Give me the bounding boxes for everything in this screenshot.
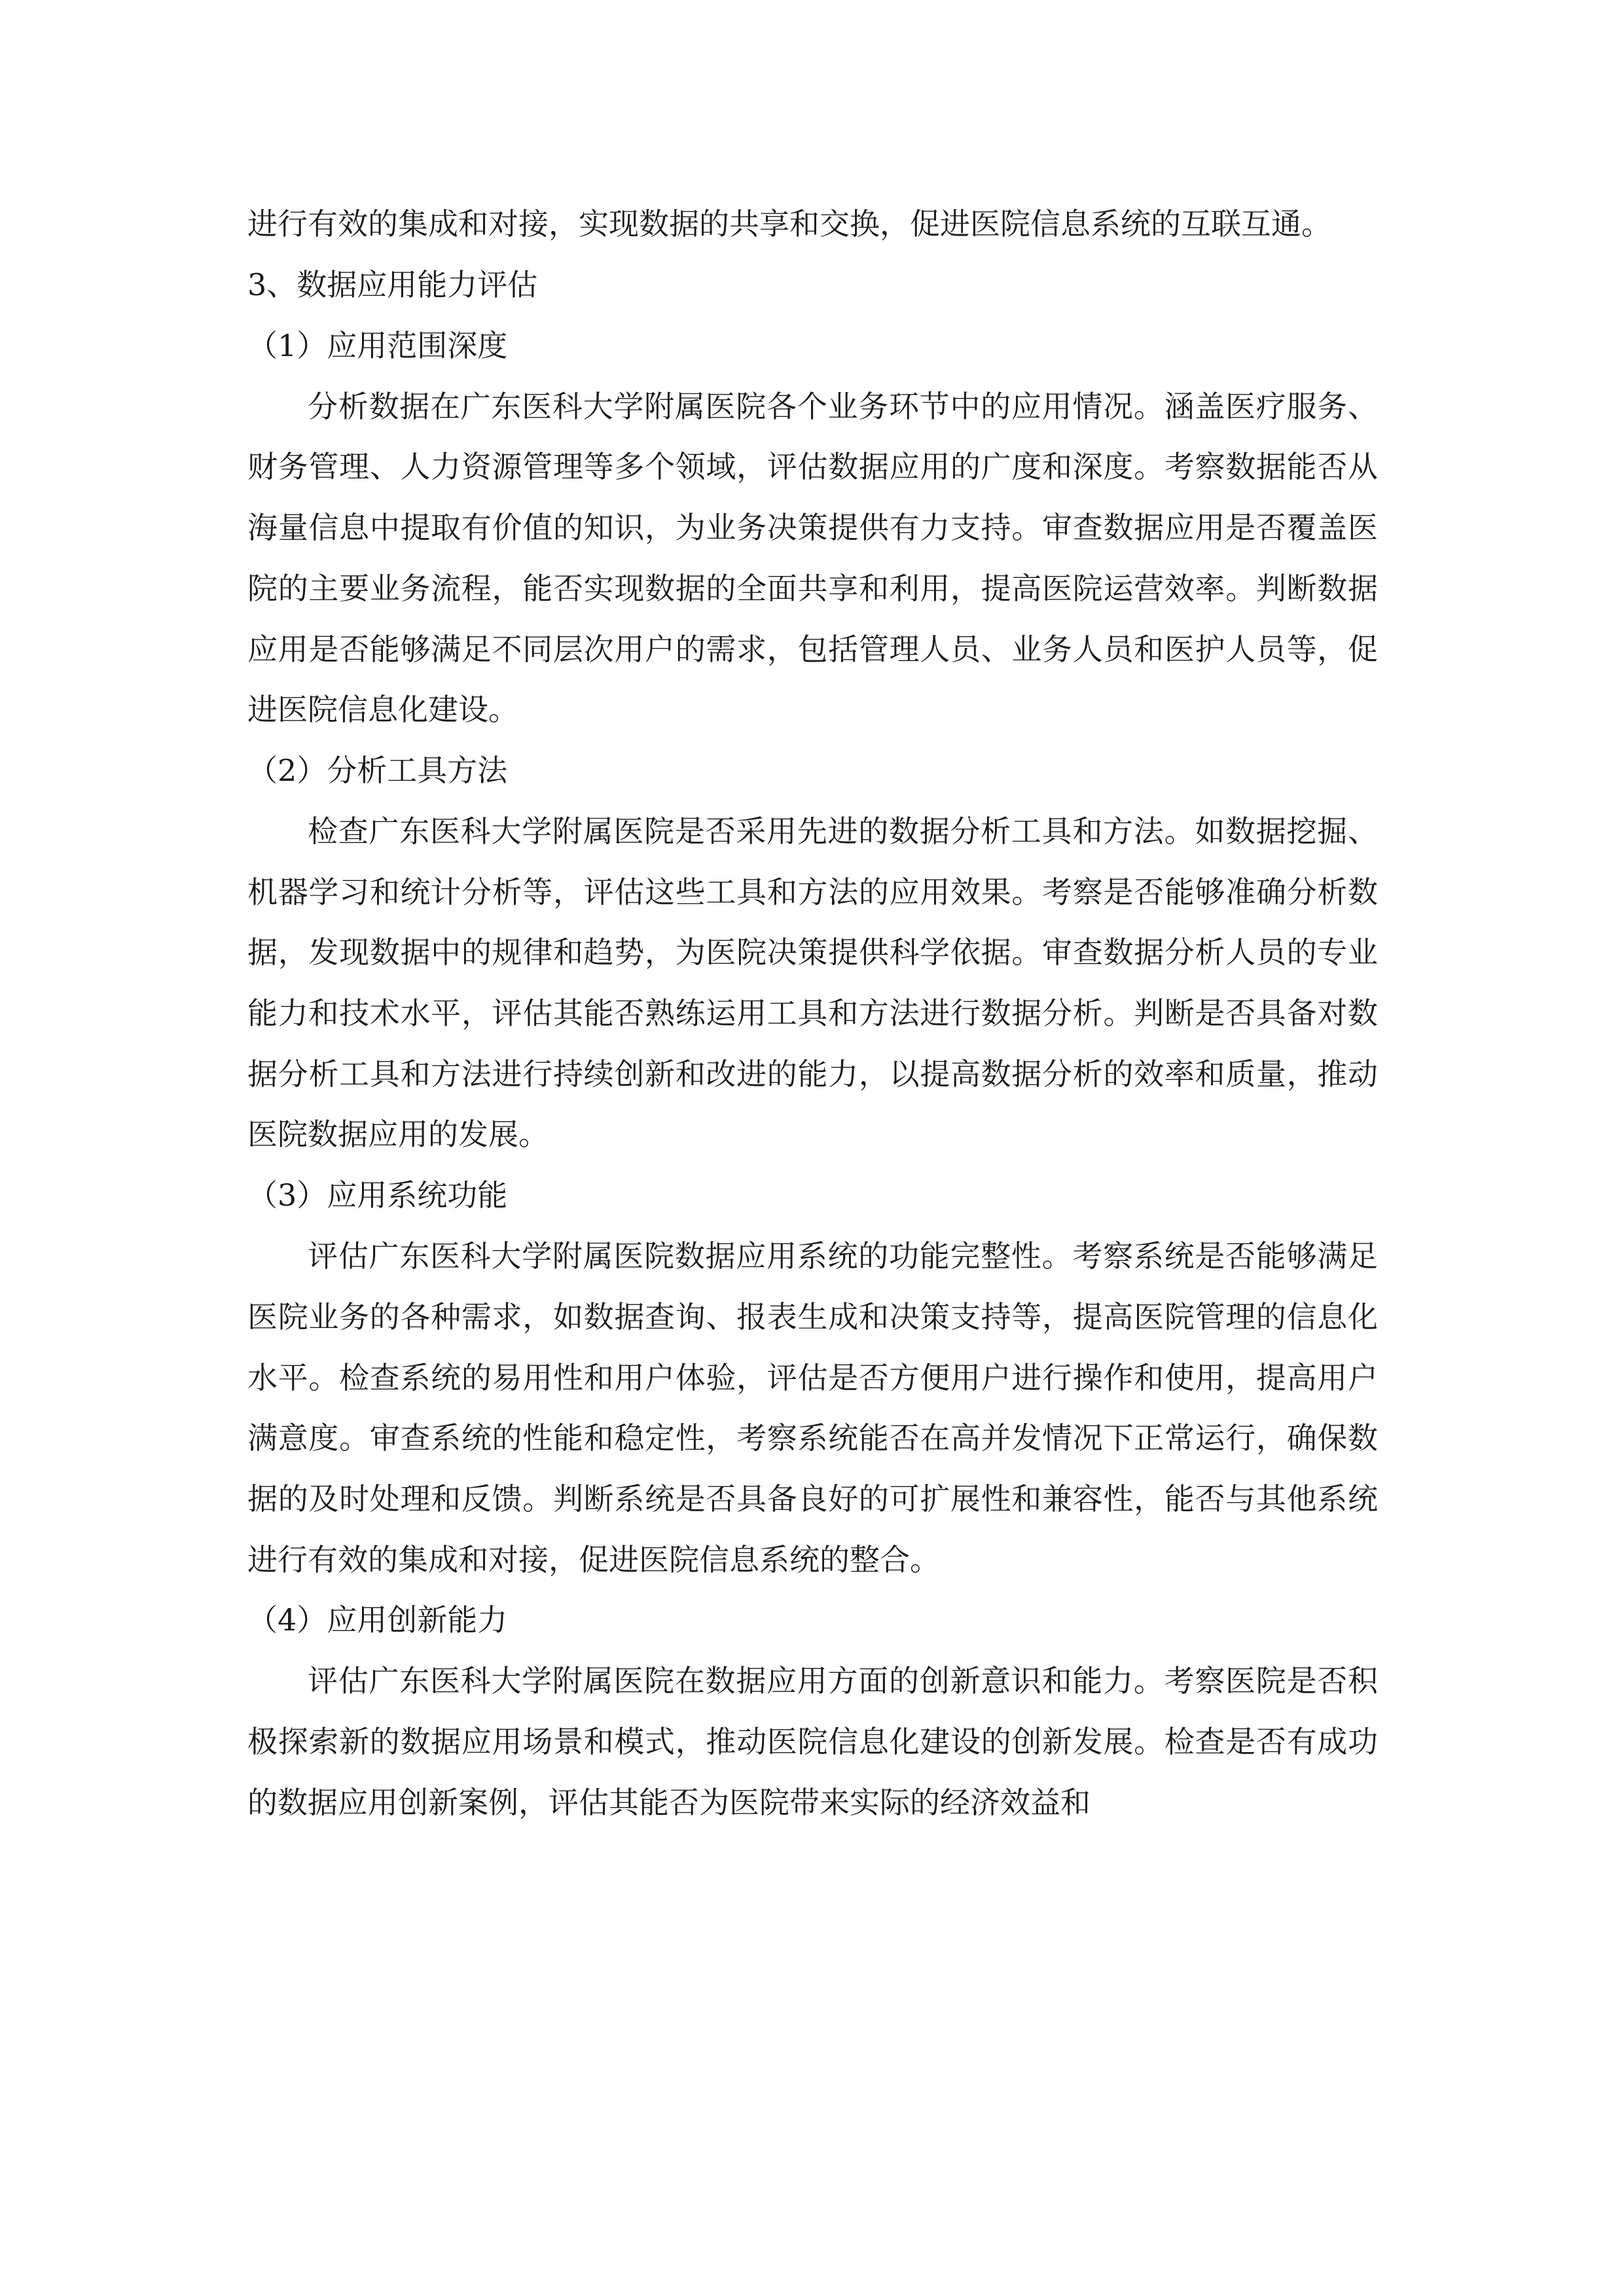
subsection-2-heading: （2）分析工具方法 [247, 752, 508, 788]
subsection-3-body: 评估广东医科大学附属医院数据应用系统的功能完整性。考察系统是否能够满足医院业务的各种需求，如数据查询、报表生成和决策支持等，提高医院管理的信息化水平。检查系统的易用性和用户体验，评估是否方便用户进行操作和使用，提高用户满意度。审查系统的性能和稳定性，考察系统能否在高并发情况下正常运行，确保数据的及时处理和反馈。判断系统是否具备良好的可扩展性和兼容性，能否与其他系统进行有效的集成和对接，促进医院信息系统的整合。 [247, 1238, 1378, 1577]
section-heading: 3、数据应用能力评估 [247, 266, 538, 302]
intro-paragraph: 进行有效的集成和对接，实现数据的共享和交换，促进医院信息系统的互联互通。 [247, 206, 1331, 242]
subsection-1-body: 分析数据在广东医科大学附属医院各个业务环节中的应用情况。涵盖医疗服务、财务管理、人力资源管理等多个领域，评估数据应用的广度和深度。考察数据能否从海量信息中提取有价值的知识，为业务决策提供有力支持。审查数据应用是否覆盖医院的主要业务流程，能否实现数据的全面共享和利用，提高医院运营效率。判断数据应用是否能够满足不同层次用户的需求，包括管理人员、业务人员和医护人员等，促进医院信息化建设。 [247, 388, 1378, 728]
subsection-4-heading: （4）应用创新能力 [247, 1602, 508, 1638]
subsection-4-body: 评估广东医科大学附属医院在数据应用方面的创新意识和能力。考察医院是否积极探索新的数据应用场景和模式，推动医院信息化建设的创新发展。检查是否有成功的数据应用创新案例，评估其能否为医院带来实际的经济效益和 [247, 1663, 1378, 1820]
subsection-3-heading: （3）应用系统功能 [247, 1177, 508, 1213]
subsection-2-body: 检查广东医科大学附属医院是否采用先进的数据分析工具和方法。如数据挖掘、机器学习和统计分析等，评估这些工具和方法的应用效果。考察是否能够准确分析数据，发现数据中的规律和趋势，为医院决策提供科学依据。审查数据分析人员的专业能力和技术水平，评估其能否熟练运用工具和方法进行数据分析。判断是否具备对数据分析工具和方法进行持续创新和改进的能力，以提高数据分析的效率和质量，推动医院数据应用的发展。 [247, 813, 1378, 1153]
subsection-1-heading: （1）应用范围深度 [247, 327, 508, 363]
page-content [247, 194, 1378, 1833]
